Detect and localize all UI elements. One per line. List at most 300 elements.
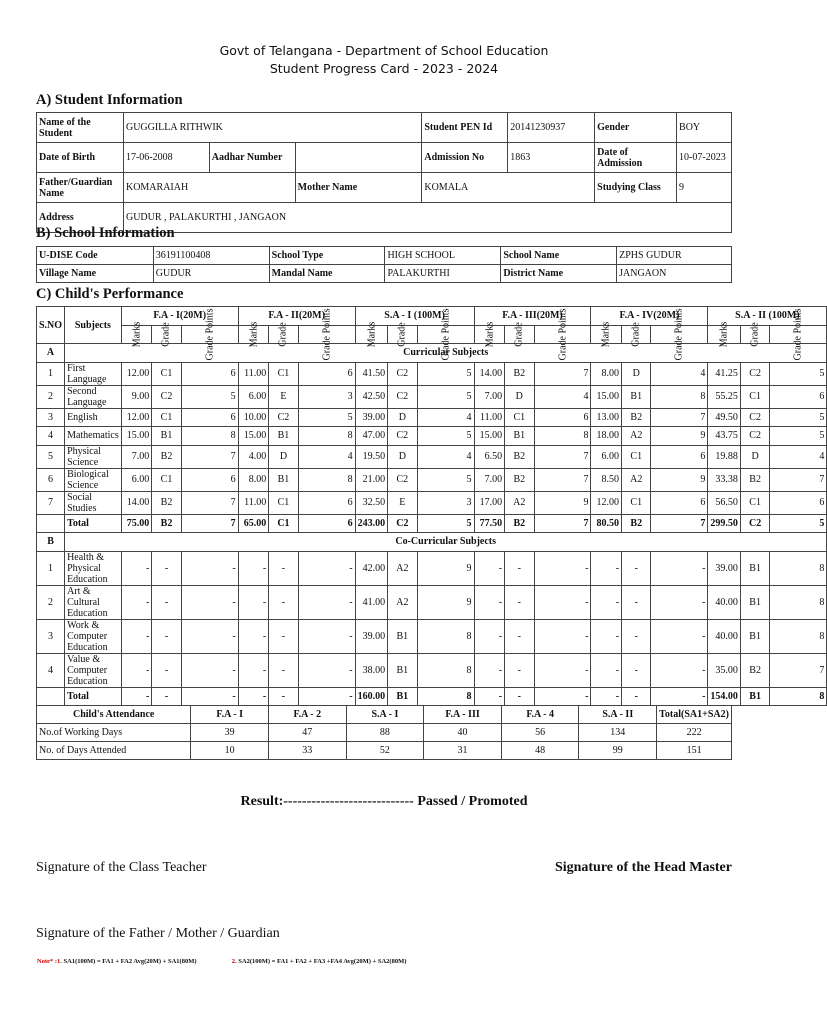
grade-points-cell: 9 (651, 427, 708, 446)
grade-points-cell: 7 (770, 653, 827, 687)
sno-header: S.NO (37, 307, 65, 344)
grade-points-cell: 3 (298, 385, 355, 408)
grade-points-cell: 6 (651, 445, 708, 468)
exam-header: F.A - IV(20M) (591, 307, 708, 326)
grade-points-cell: 5 (417, 468, 474, 491)
grade-cell: - (622, 619, 651, 653)
sub-header (505, 322, 534, 347)
grade-points-cell: 6 (651, 491, 708, 514)
sub-header (238, 321, 269, 348)
marks-cell: 77.50 (474, 514, 505, 533)
marks-cell: 17.00 (474, 491, 505, 514)
row-subject: Total (65, 514, 122, 533)
grade-cell: C2 (269, 408, 298, 427)
parent-signature: Signature of the Father / Mother / Guardian (36, 926, 280, 941)
grade-points-cell: 7 (651, 514, 708, 533)
grade-cell: D (740, 445, 769, 468)
exam-header: F.A - III(20M) (474, 307, 591, 326)
grade-cell: B1 (740, 619, 769, 653)
sub-header (474, 321, 505, 348)
sub-header-label: Grade (630, 322, 642, 347)
marks-cell: 243.00 (355, 514, 388, 533)
sub-header (591, 321, 622, 348)
grade-points-cell: - (534, 585, 591, 619)
grade-cell: A2 (622, 468, 651, 491)
marks-cell: 15.00 (121, 427, 152, 446)
grade-points-cell: - (534, 653, 591, 687)
total-row (37, 687, 827, 706)
grade-points-cell: 5 (770, 362, 827, 385)
marks-cell: 154.00 (708, 687, 741, 706)
admission-no-label: Admission No (422, 143, 508, 173)
grade-points-cell: 7 (181, 514, 238, 533)
marks-cell: 14.00 (474, 362, 505, 385)
grade-cell: - (505, 653, 534, 687)
grade-points-cell: 7 (534, 362, 591, 385)
attendance-header: S.A - II (579, 706, 657, 724)
student-aadhar (295, 143, 422, 173)
marks-cell: 33.38 (708, 468, 741, 491)
row-subject: English (65, 408, 122, 427)
row-sno (37, 514, 65, 533)
grade-points-cell: 8 (534, 427, 591, 446)
marks-cell: 160.00 (355, 687, 388, 706)
sub-header (740, 322, 769, 347)
sub-header-label: Marks (483, 321, 495, 348)
exam-header: F.A - I(20M) (121, 307, 238, 326)
grade-points-cell: - (651, 687, 708, 706)
marks-cell: 7.00 (474, 468, 505, 491)
grade-points-cell: - (298, 687, 355, 706)
grade-cell: B1 (740, 585, 769, 619)
marks-cell: 41.00 (355, 585, 388, 619)
table-row (37, 585, 827, 619)
table-row (37, 468, 827, 491)
grade-cell: - (622, 585, 651, 619)
grade-cell: - (152, 619, 181, 653)
section-title: Co-Curricular Subjects (65, 533, 827, 552)
student-father: KOMARAIAH (123, 173, 295, 203)
grade-cell: C1 (269, 514, 298, 533)
sub-header-label: Grade (396, 322, 408, 347)
grade-cell: B1 (740, 551, 769, 585)
sub-header-label: Grade Points (792, 308, 804, 361)
result-line (0, 794, 768, 810)
grade-cell: A2 (505, 491, 534, 514)
marks-cell: 41.25 (708, 362, 741, 385)
grade-points-cell: 8 (181, 427, 238, 446)
grade-points-cell: - (298, 585, 355, 619)
grade-points-cell: 5 (770, 427, 827, 446)
grade-cell: B1 (388, 687, 417, 706)
grade-points-cell: - (181, 687, 238, 706)
marks-cell: 42.00 (355, 551, 388, 585)
student-name: GUGGILLA RITHWIK (123, 113, 421, 143)
grade-points-cell: 8 (770, 551, 827, 585)
grade-points-cell: 5 (770, 408, 827, 427)
grade-points-cell: 3 (417, 491, 474, 514)
exam-header: F.A - II(20M) (238, 307, 355, 326)
marks-cell: - (591, 551, 622, 585)
sub-header-label: Marks (131, 321, 142, 348)
attendance-cell: 31 (424, 742, 502, 760)
table-row (37, 385, 827, 408)
marks-cell: 38.00 (355, 653, 388, 687)
grade-points-cell: 8 (651, 385, 708, 408)
class-teacher-signature: Signature of the Class Teacher (36, 860, 207, 875)
marks-cell: 40.00 (708, 619, 741, 653)
attendance-header: Total(SA1+SA2) (657, 706, 732, 724)
marks-cell: 6.00 (238, 385, 269, 408)
grade-points-cell: 5 (417, 385, 474, 408)
sub-header-label: Marks (365, 321, 377, 348)
grade-points-cell: - (534, 551, 591, 585)
marks-cell: 35.00 (708, 653, 741, 687)
attendance-cell: 47 (268, 724, 346, 742)
grade-cell: - (269, 551, 298, 585)
marks-cell: 39.00 (355, 619, 388, 653)
row-sno (37, 687, 65, 706)
grade-cell: E (269, 385, 298, 408)
grade-cell: B1 (740, 687, 769, 706)
note (37, 958, 406, 965)
exam-header: S.A - II (100M) (708, 307, 827, 326)
grade-points-cell: 7 (534, 514, 591, 533)
marks-cell: 56.50 (708, 491, 741, 514)
grade-points-cell: 9 (534, 491, 591, 514)
school-district: JANGAON (617, 265, 732, 283)
grade-cell: C2 (152, 385, 181, 408)
grade-points-cell: 5 (298, 408, 355, 427)
grade-cell: C2 (740, 408, 769, 427)
grade-cell: A2 (388, 551, 417, 585)
village-label: Village Name (37, 265, 154, 283)
marks-cell: - (591, 619, 622, 653)
grade-cell: C1 (152, 362, 181, 385)
grade-points-cell: 6 (181, 408, 238, 427)
attendance-cell: 33 (268, 742, 346, 760)
row-sno: 6 (37, 468, 65, 491)
marks-cell: 6.50 (474, 445, 505, 468)
table-row (37, 551, 827, 585)
grade-cell: - (152, 653, 181, 687)
grade-points-cell: 8 (417, 619, 474, 653)
grade-points-cell: 4 (298, 445, 355, 468)
row-sno: 1 (37, 551, 65, 585)
sub-header (388, 322, 417, 347)
grade-cell: C2 (388, 468, 417, 491)
class-label: Studying Class (595, 173, 677, 203)
grade-cell: C2 (740, 427, 769, 446)
marks-cell: 11.00 (238, 362, 269, 385)
exam-header: S.A - I (100M) (355, 307, 474, 326)
marks-cell: 15.00 (238, 427, 269, 446)
grade-points-cell: - (534, 687, 591, 706)
grade-points-cell: 6 (181, 468, 238, 491)
marks-cell: 6.00 (121, 468, 152, 491)
marks-cell: - (121, 619, 152, 653)
grade-points-cell: 9 (417, 585, 474, 619)
marks-cell: 11.00 (238, 491, 269, 514)
section-b-title: B) School Information (36, 225, 175, 241)
sub-header (355, 321, 388, 348)
marks-cell: 299.50 (708, 514, 741, 533)
marks-cell: - (121, 687, 152, 706)
marks-cell: - (121, 551, 152, 585)
marks-cell: 47.00 (355, 427, 388, 446)
attendance-cell: 151 (657, 742, 732, 760)
table-row (37, 445, 827, 468)
attendance-row-label: No.of Working Days (37, 724, 191, 742)
grade-points-cell: 7 (534, 445, 591, 468)
marks-cell: 18.00 (591, 427, 622, 446)
grade-points-cell: 8 (770, 585, 827, 619)
grade-points-cell: - (181, 551, 238, 585)
marks-cell: 39.00 (708, 551, 741, 585)
subjects-header: Subjects (65, 307, 122, 344)
marks-cell: 43.75 (708, 427, 741, 446)
district-label: District Name (501, 265, 617, 283)
grade-points-cell: - (651, 585, 708, 619)
grade-cell: D (388, 408, 417, 427)
row-sno: 3 (37, 619, 65, 653)
grade-points-cell: 6 (534, 408, 591, 427)
marks-cell: 15.00 (591, 385, 622, 408)
grade-cell: E (388, 491, 417, 514)
student-dob: 17-06-2008 (123, 143, 209, 173)
marks-cell: - (121, 585, 152, 619)
grade-points-cell: 4 (417, 408, 474, 427)
section-code: A (37, 344, 65, 363)
marks-cell: 13.00 (591, 408, 622, 427)
sub-header-label: Grade (513, 322, 525, 347)
student-gender: BOY (677, 113, 732, 143)
marks-cell: - (238, 619, 269, 653)
grade-points-cell: 7 (770, 468, 827, 491)
attendance-cell: 222 (657, 724, 732, 742)
marks-cell: 39.00 (355, 408, 388, 427)
mandal-label: Mandal Name (269, 265, 385, 283)
row-sno: 2 (37, 585, 65, 619)
marks-cell: 65.00 (238, 514, 269, 533)
sub-header-label: Grade Points (556, 308, 568, 361)
grade-cell: B2 (152, 514, 181, 533)
grade-cell: C1 (269, 362, 298, 385)
school-name: ZPHS GUDUR (617, 247, 732, 265)
sub-header (121, 321, 152, 348)
grade-cell: B2 (505, 445, 534, 468)
table-row (37, 362, 827, 385)
student-info-table (36, 112, 732, 233)
marks-cell: - (474, 653, 505, 687)
grade-cell: C2 (388, 514, 417, 533)
grade-points-cell: 5 (770, 514, 827, 533)
marks-cell: - (238, 585, 269, 619)
marks-cell: 42.50 (355, 385, 388, 408)
grade-points-cell: 6 (298, 362, 355, 385)
grade-points-cell: - (534, 619, 591, 653)
sub-header (708, 321, 741, 348)
row-subject: Mathematics (65, 427, 122, 446)
grade-cell: C2 (740, 362, 769, 385)
grade-cell: B1 (269, 468, 298, 491)
attendance-cell: 39 (191, 724, 269, 742)
attendance-header: F.A - I (191, 706, 269, 724)
row-subject: Value & Computer Education (65, 653, 122, 687)
grade-cell: B2 (622, 408, 651, 427)
father-label: Father/Guardian Name (37, 173, 124, 203)
grade-points-cell: 9 (417, 551, 474, 585)
attendance-cell: 40 (424, 724, 502, 742)
grade-points-cell: 6 (770, 385, 827, 408)
grade-cell: C1 (740, 385, 769, 408)
sub-header-label: Grade Points (673, 308, 685, 361)
grade-points-cell: 5 (417, 514, 474, 533)
attendance-cell: 134 (579, 724, 657, 742)
note-2: SA2(100M) = FA1 + FA2 + FA3 +FA4 Avg(20M) + SA2(80M) (238, 958, 407, 965)
sub-header (298, 308, 355, 361)
grade-points-cell: 6 (298, 491, 355, 514)
result-value: Passed / Promoted (417, 794, 528, 809)
grade-points-cell: 5 (181, 385, 238, 408)
marks-cell: 21.00 (355, 468, 388, 491)
row-subject: Total (65, 687, 122, 706)
note-2-prefix: 2. (231, 958, 237, 965)
grade-points-cell: 8 (298, 427, 355, 446)
row-sno: 1 (37, 362, 65, 385)
attendance-row (37, 724, 732, 742)
student-admission-no: 1863 (508, 143, 595, 173)
head-master-signature: Signature of the Head Master (554, 860, 732, 875)
attendance-cell: 10 (191, 742, 269, 760)
attendance-cell: 52 (346, 742, 424, 760)
grade-cell: B2 (740, 653, 769, 687)
total-row (37, 514, 827, 533)
marks-cell: - (474, 585, 505, 619)
udise-label: U-DISE Code (37, 247, 154, 265)
grade-cell: B1 (622, 385, 651, 408)
attendance-cell: 56 (501, 724, 579, 742)
grade-cell: D (388, 445, 417, 468)
row-subject: Art & Cultural Education (65, 585, 122, 619)
grade-points-cell: 4 (534, 385, 591, 408)
grade-cell: - (269, 619, 298, 653)
school-type-label: School Type (269, 247, 385, 265)
table-row (37, 408, 827, 427)
sub-header-label: Marks (247, 321, 259, 348)
school-info-table (36, 246, 732, 283)
grade-points-cell: - (651, 551, 708, 585)
grade-cell: - (152, 551, 181, 585)
grade-cell: C2 (388, 427, 417, 446)
marks-cell: 8.50 (591, 468, 622, 491)
row-sno: 5 (37, 445, 65, 468)
header-line-2: Student Progress Card - 2023 - 2024 (269, 61, 499, 76)
grade-points-cell: 4 (417, 445, 474, 468)
grade-cell: C2 (740, 514, 769, 533)
doa-label: Date of Admission (595, 143, 677, 173)
section-c-title: C) Child's Performance (36, 286, 184, 302)
grade-cell: - (622, 653, 651, 687)
grade-points-cell: 7 (534, 468, 591, 491)
grade-points-cell: 6 (181, 362, 238, 385)
sub-header (622, 322, 651, 347)
grade-cell: B1 (388, 619, 417, 653)
grade-cell: D (622, 362, 651, 385)
grade-points-cell: 5 (417, 362, 474, 385)
grade-points-cell: - (181, 653, 238, 687)
grade-cell: B1 (388, 653, 417, 687)
marks-cell: 80.50 (591, 514, 622, 533)
marks-cell: 32.50 (355, 491, 388, 514)
grade-cell: C2 (388, 385, 417, 408)
sub-header-label: Grade Points (204, 308, 216, 361)
row-subject: Physical Science (65, 445, 122, 468)
grade-points-cell: - (181, 585, 238, 619)
grade-cell: B2 (622, 514, 651, 533)
grade-cell: D (505, 385, 534, 408)
marks-cell: 8.00 (591, 362, 622, 385)
grade-cell: - (622, 687, 651, 706)
marks-cell: - (591, 687, 622, 706)
grade-cell: C1 (269, 491, 298, 514)
marks-cell: - (591, 585, 622, 619)
sub-header (152, 322, 181, 347)
marks-cell: 12.00 (121, 408, 152, 427)
attendance-header: F.A - 4 (501, 706, 579, 724)
grade-points-cell: - (181, 619, 238, 653)
marks-cell: 19.50 (355, 445, 388, 468)
grade-cell: - (269, 585, 298, 619)
grade-cell: - (622, 551, 651, 585)
attendance-header: S.A - I (346, 706, 424, 724)
grade-cell: B1 (505, 427, 534, 446)
attendance-cell: 99 (579, 742, 657, 760)
sub-header (770, 308, 827, 361)
marks-cell: - (238, 551, 269, 585)
grade-cell: - (269, 687, 298, 706)
dob-label: Date of Birth (37, 143, 124, 173)
marks-cell: 9.00 (121, 385, 152, 408)
grade-cell: C1 (622, 445, 651, 468)
attendance-header: F.A - 2 (268, 706, 346, 724)
marks-cell: - (121, 653, 152, 687)
row-sno: 7 (37, 491, 65, 514)
grade-cell: B2 (505, 468, 534, 491)
school-name-label: School Name (501, 247, 617, 265)
gender-label: Gender (595, 113, 677, 143)
grade-cell: B2 (152, 445, 181, 468)
row-sno: 3 (37, 408, 65, 427)
section-title: Curricular Subjects (65, 344, 827, 363)
grade-cell: C1 (740, 491, 769, 514)
sub-header (181, 308, 238, 361)
marks-cell: 15.00 (474, 427, 505, 446)
row-sno: 4 (37, 427, 65, 446)
performance-table (36, 306, 827, 706)
attendance-cell: 48 (501, 742, 579, 760)
name-label: Name of the Student (37, 113, 124, 143)
marks-cell: 55.25 (708, 385, 741, 408)
marks-cell: - (591, 653, 622, 687)
sub-header-label: Grade Points (321, 308, 333, 361)
section-row (37, 533, 827, 552)
marks-cell: 7.00 (474, 385, 505, 408)
result-label: Result:---------------------------- (240, 794, 414, 809)
grade-points-cell: - (651, 619, 708, 653)
grade-points-cell: 7 (651, 408, 708, 427)
attendance-table (36, 705, 732, 760)
